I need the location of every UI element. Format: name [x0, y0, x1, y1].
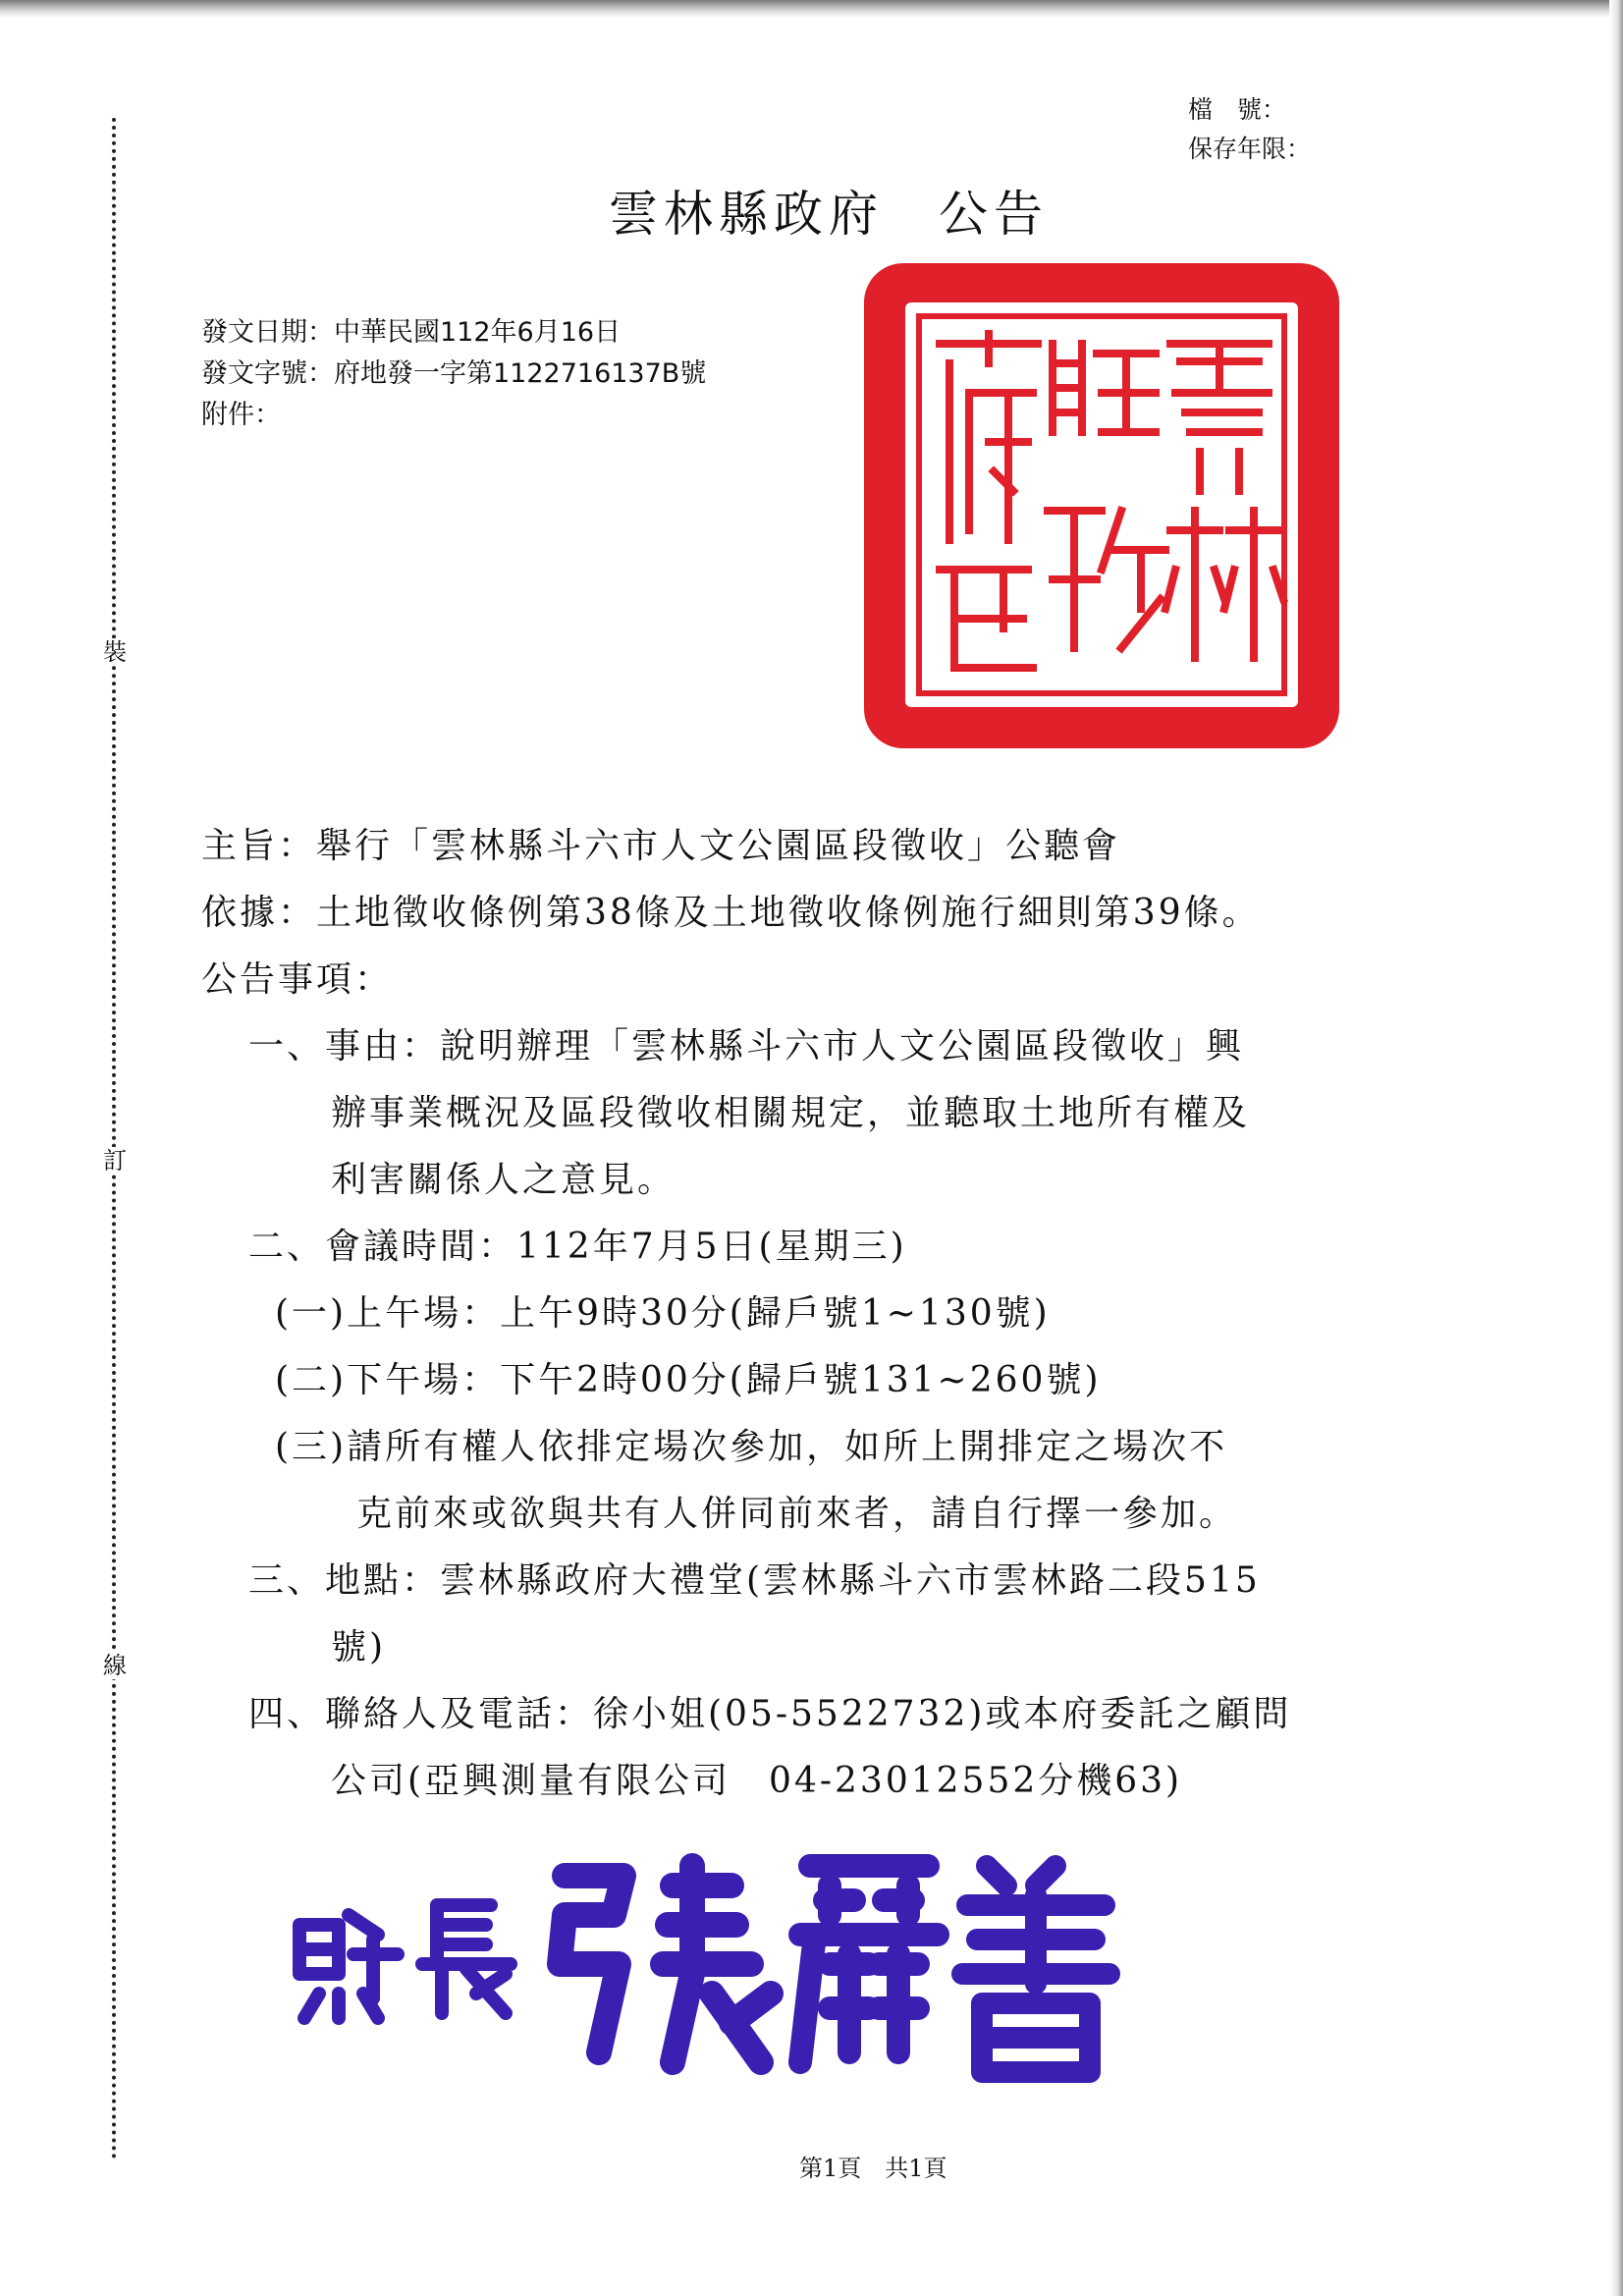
notice-body — [201, 813, 1438, 1815]
subject: 主旨：舉行「雲林縣斗六市人文公園區段徵收」公聽會 — [201, 826, 1121, 866]
document-number: 發文字號：府地發一字第1122716137B號 — [201, 358, 707, 389]
item-1: 一、事由：說明辦理「雲林縣斗六市人文公園區段徵收」興 — [248, 1026, 1245, 1066]
magistrate-signature-stamp — [280, 1846, 1124, 2102]
retention-period-label: 保存年限： — [1188, 135, 1312, 163]
item-3-continued: 號) — [331, 1627, 387, 1667]
document-title: 雲林縣政府 公告 — [609, 186, 1049, 243]
file-meta — [1188, 90, 1311, 169]
official-seal — [846, 246, 1357, 766]
attachment-label: 附件： — [201, 400, 281, 430]
item-2-sub-2: (二)下午場：下午2時00分(歸戶號131~260號) — [275, 1360, 1102, 1400]
item-2: 二、會議時間：112年7月5日(星期三) — [248, 1227, 907, 1267]
item-2-sub-1: (一)上午場：上午9時30分(歸戶號1~130號) — [275, 1293, 1051, 1334]
items-heading: 公告事項： — [201, 959, 394, 1000]
item-2-sub-3: (三)請所有權人依排定場次參加，如所上開排定之場次不 — [275, 1427, 1228, 1467]
item-4: 四、聯絡人及電話：徐小姐(05-5522732)或本府委託之顧問 — [248, 1694, 1292, 1734]
binding-mark-ding: 訂 — [103, 1147, 127, 1175]
binding-dotted-line — [112, 118, 116, 2160]
binding-mark-zhuang: 裝 — [103, 638, 127, 666]
issue-meta — [201, 312, 706, 436]
item-4-continued: 公司(亞興測量有限公司 04-23012552分機63) — [331, 1761, 1183, 1801]
page-number: 第1頁 共1頁 — [799, 2155, 947, 2182]
scan-shadow-top — [0, 0, 1623, 18]
item-1-continued-2: 利害關係人之意見。 — [331, 1160, 676, 1200]
item-2-sub-3-continued: 克前來或欲與共有人併同前來者，請自行擇一參加。 — [356, 1494, 1238, 1534]
legal-basis: 依據：土地徵收條例第38條及土地徵收條例施行細則第39條。 — [201, 893, 1261, 933]
scan-shadow-right — [1609, 0, 1623, 2296]
binding-mark-xian: 線 — [103, 1652, 127, 1679]
issue-date: 發文日期：中華民國112年6月16日 — [201, 317, 622, 348]
file-number-label: 檔 號： — [1188, 95, 1287, 124]
item-1-continued: 辦事業概況及區段徵收相關規定，並聽取土地所有權及 — [331, 1093, 1251, 1133]
item-3: 三、地點：雲林縣政府大禮堂(雲林縣斗六市雲林路二段515 — [248, 1560, 1261, 1601]
